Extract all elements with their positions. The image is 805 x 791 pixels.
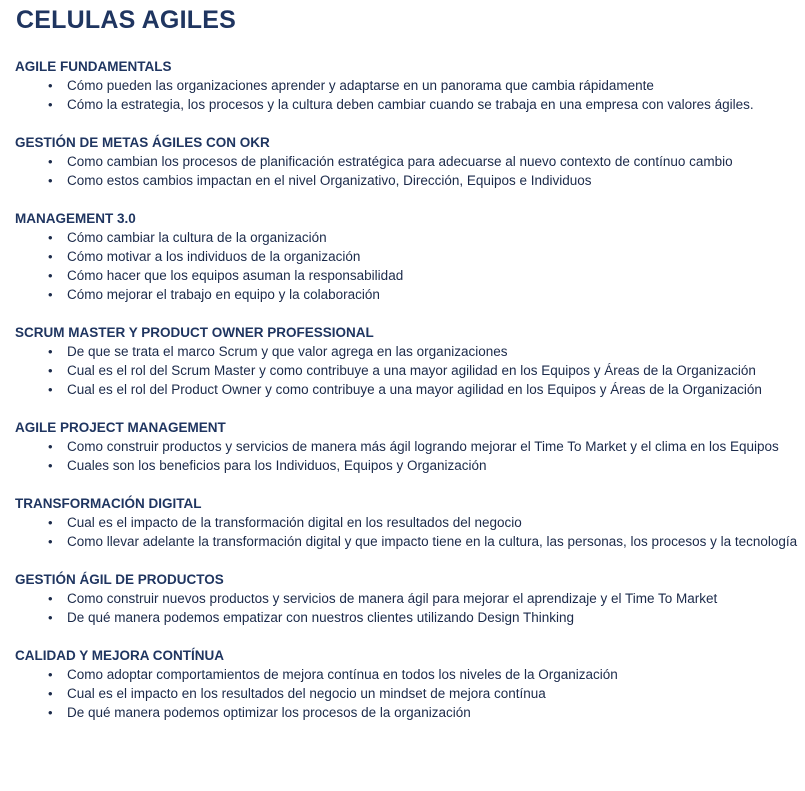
course-section <box>15 57 801 114</box>
list-item <box>15 589 801 608</box>
bullet-dot-icon: • <box>48 534 53 549</box>
list-item-text: Cómo motivar a los individuos de la organización <box>67 249 361 264</box>
course-section <box>15 494 801 551</box>
list-item <box>15 76 801 95</box>
list-item <box>15 380 801 399</box>
bullet-dot-icon: • <box>48 173 53 188</box>
bullet-dot-icon: • <box>48 705 53 720</box>
list-item-text: Como adoptar comportamientos de mejora contínua en todos los niveles de la Organización <box>67 667 618 682</box>
course-section <box>15 570 801 627</box>
list-item-text: Cómo hacer que los equipos asuman la responsabilidad <box>67 268 404 283</box>
bullet-dot-icon: • <box>48 382 53 397</box>
list-item <box>15 285 801 304</box>
list-item-text: De qué manera podemos empatizar con nuestros clientes utilizando Design Thinking <box>67 610 575 625</box>
list-item <box>15 665 801 684</box>
bullet-dot-icon: • <box>48 230 53 245</box>
list-item-text: Cuales son los beneficios para los Individuos, Equipos y Organización <box>67 458 487 473</box>
course-section <box>15 133 801 190</box>
bullet-dot-icon: • <box>48 458 53 473</box>
list-item-text: Como construir productos y servicios de manera más ágil logrando mejorar el Time To Market y el clima en los Equipos <box>67 439 779 454</box>
list-item-text: Cual es el rol del Product Owner y como contribuye a una mayor agilidad en los Equipos y Áreas de la Organización <box>67 382 762 397</box>
list-item-text: Como estos cambios impactan en el nivel Organizativo, Dirección, Equipos e Individuos <box>67 173 592 188</box>
list-item <box>15 342 801 361</box>
list-item <box>15 171 801 190</box>
bullet-dot-icon: • <box>48 610 53 625</box>
list-item-text: Como construir nuevos productos y servicios de manera ágil para mejorar el aprendizaje y el Time To Market <box>67 591 718 606</box>
course-section <box>15 209 801 304</box>
bullet-dot-icon: • <box>48 686 53 701</box>
bullet-dot-icon: • <box>48 363 53 378</box>
list-item-text: Cómo mejorar el trabajo en equipo y la colaboración <box>67 287 380 302</box>
bullet-dot-icon: • <box>48 78 53 93</box>
list-item <box>15 684 801 703</box>
section-heading: GESTIÓN ÁGIL DE PRODUCTOS <box>15 572 224 587</box>
list-item <box>15 247 801 266</box>
list-item <box>15 513 801 532</box>
list-item <box>15 228 801 247</box>
list-item-text: Cómo cambiar la cultura de la organización <box>67 230 327 245</box>
bullet-list <box>15 437 801 475</box>
list-item <box>15 456 801 475</box>
list-item <box>15 532 801 551</box>
list-item <box>15 703 801 722</box>
section-heading: AGILE FUNDAMENTALS <box>15 59 172 74</box>
course-section <box>15 646 801 722</box>
list-item <box>15 361 801 380</box>
bullet-dot-icon: • <box>48 268 53 283</box>
bullet-list <box>15 342 801 399</box>
course-section <box>15 418 801 475</box>
bullet-list <box>15 665 801 722</box>
list-item <box>15 437 801 456</box>
list-item-text: De que se trata el marco Scrum y que valor agrega en las organizaciones <box>67 344 508 359</box>
bullet-list <box>15 228 801 304</box>
list-item-text: Como llevar adelante la transformación digital y que impacto tiene en la cultura, las personas, los procesos y la tecnología <box>67 534 798 549</box>
list-item-text: Cómo la estrategia, los procesos y la cultura deben cambiar cuando se trabaja en una empresa con valores ágiles. <box>67 97 754 112</box>
section-heading: TRANSFORMACIÓN DIGITAL <box>15 496 202 511</box>
section-heading: CALIDAD Y MEJORA CONTÍNUA <box>15 648 225 663</box>
bullet-list <box>15 152 801 190</box>
bullet-dot-icon: • <box>48 154 53 169</box>
sections-container <box>15 57 801 741</box>
bullet-dot-icon: • <box>48 667 53 682</box>
bullet-dot-icon: • <box>48 249 53 264</box>
list-item-text: Cómo pueden las organizaciones aprender y adaptarse en un panorama que cambia rápidamente <box>67 78 654 93</box>
list-item-text: Cual es el impacto en los resultados del negocio un mindset de mejora contínua <box>67 686 546 701</box>
list-item <box>15 95 801 114</box>
bullet-dot-icon: • <box>48 344 53 359</box>
list-item <box>15 266 801 285</box>
bullet-dot-icon: • <box>48 439 53 454</box>
bullet-dot-icon: • <box>48 591 53 606</box>
bullet-dot-icon: • <box>48 515 53 530</box>
list-item <box>15 152 801 171</box>
list-item-text: Cual es el rol del Scrum Master y como contribuye a una mayor agilidad en los Equipos y Áreas de la Organización <box>67 363 756 378</box>
bullet-list <box>15 589 801 627</box>
list-item <box>15 608 801 627</box>
bullet-dot-icon: • <box>48 287 53 302</box>
section-heading: AGILE PROJECT MANAGEMENT <box>15 420 226 435</box>
list-item-text: Como cambian los procesos de planificación estratégica para adecuarse al nuevo contexto de contínuo cambio <box>67 154 733 169</box>
list-item-text: Cual es el impacto de la transformación digital en los resultados del negocio <box>67 515 522 530</box>
section-heading: MANAGEMENT 3.0 <box>15 211 136 226</box>
bullet-list <box>15 513 801 551</box>
page-title: CELULAS AGILES <box>16 6 236 34</box>
list-item-text: De qué manera podemos optimizar los procesos de la organización <box>67 705 471 720</box>
section-heading: SCRUM MASTER Y PRODUCT OWNER PROFESSIONAL <box>15 325 374 340</box>
course-section <box>15 323 801 399</box>
bullet-list <box>15 76 801 114</box>
bullet-dot-icon: • <box>48 97 53 112</box>
section-heading: GESTIÓN DE METAS ÁGILES CON OKR <box>15 135 270 150</box>
